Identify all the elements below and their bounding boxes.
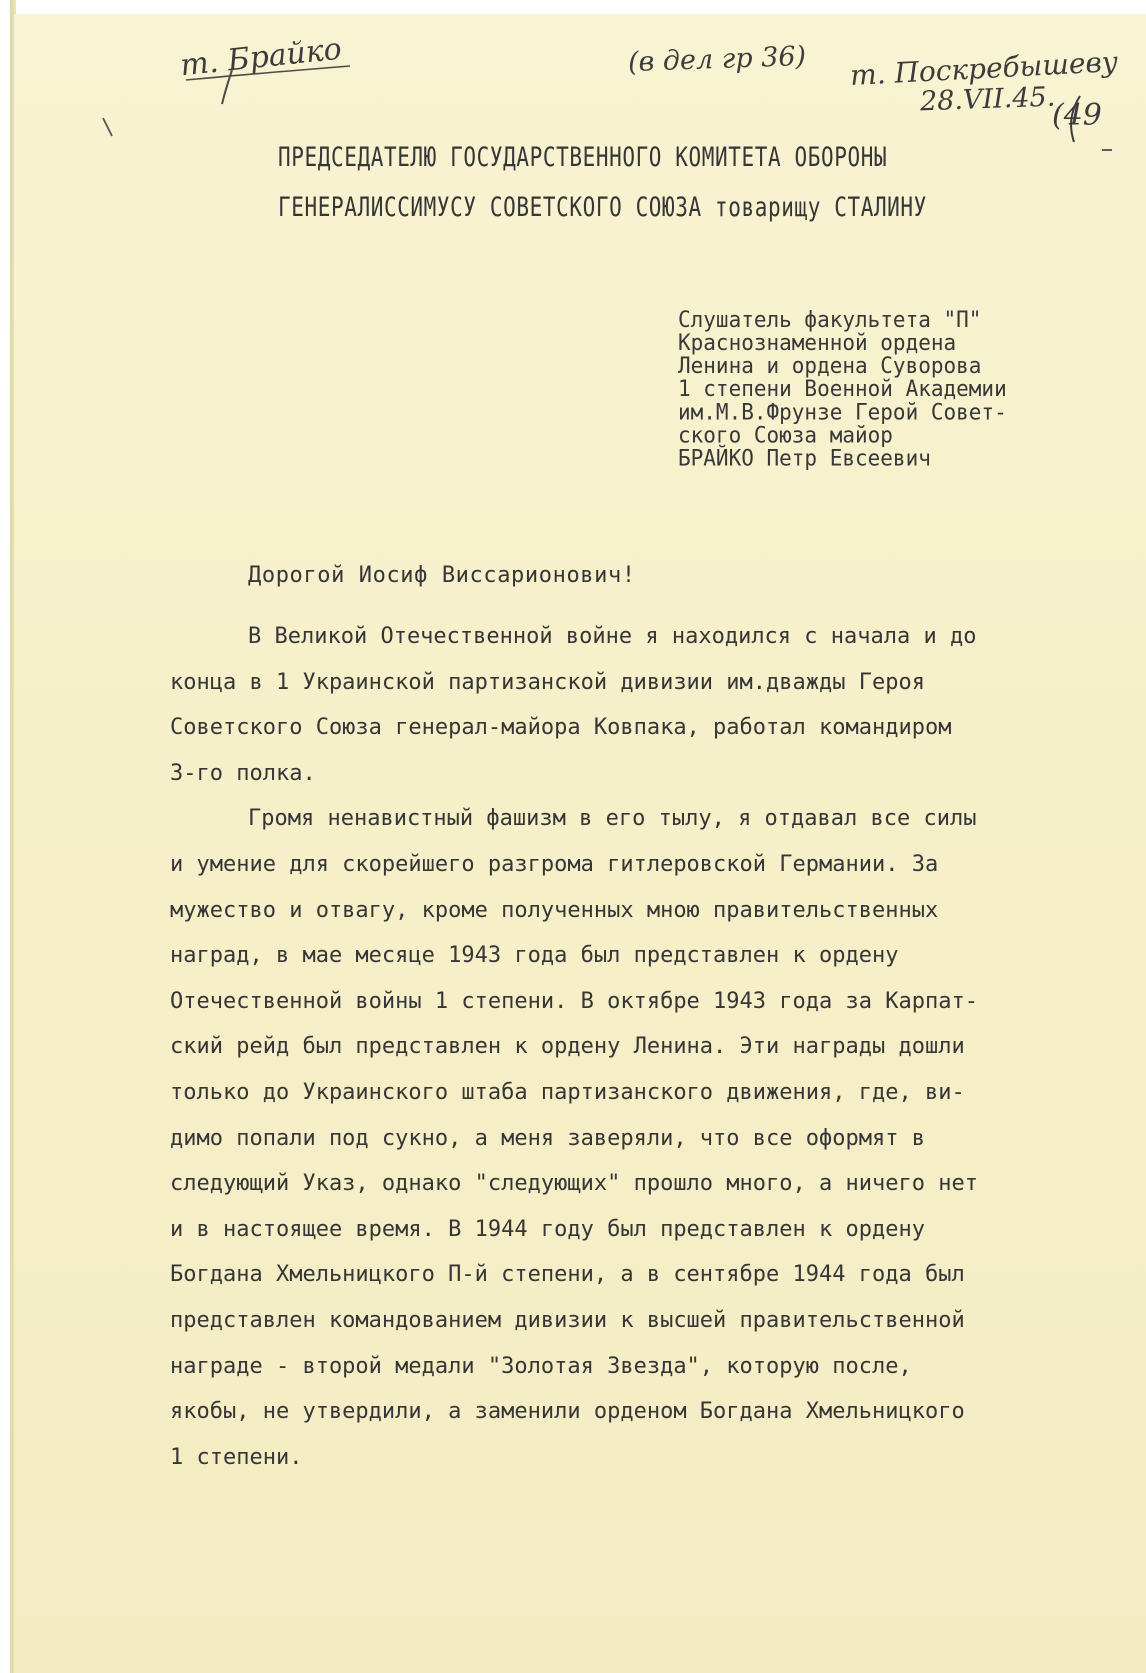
paragraph-line: мужество и отвагу, кроме полученных мною правительственных — [170, 897, 939, 923]
paragraph-line: якобы, не утвердили, а заменили орденом Богдана Хмельницкого — [170, 1399, 965, 1425]
paragraph-line: следующий Указ, однако "следующих" прошло много, а ничего нет — [170, 1171, 978, 1197]
paragraph-line: Отечественной войны 1 степени. В октябре 1943 года за Карпат- — [170, 988, 978, 1014]
handwritten-note-recipient: т. Поскребышеву — [849, 45, 1119, 92]
paragraph-line: наград, в мае месяце 1943 года был представлен к ордену — [170, 943, 899, 969]
pen-stroke-left — [222, 70, 232, 104]
sender-block — [678, 308, 1108, 470]
paragraph-line: Громя ненавистный фашизм в его тылу, я отдавал все силы — [248, 806, 977, 832]
paragraph-line: В Великой Отечественной войне я находился с начала и до — [248, 624, 977, 649]
handwritten-note-braiko: т. Брайко — [178, 31, 344, 84]
paragraph-line: 3-го полка. — [170, 760, 316, 786]
paragraph-line: только до Украинского штаба партизанского движения, где, ви- — [170, 1079, 965, 1105]
letter-body — [170, 614, 1130, 1480]
handwritten-note-date: 28.VII.45. — [919, 81, 1056, 118]
handwritten-page-number: (49 — [1052, 98, 1102, 133]
addressee-line-2: ГЕНЕРАЛИССИМУСУ СОВЕТСКОГО СОЮЗА товарищу СТАЛИНУ — [278, 192, 927, 222]
paragraph-line: Советского Союза генерал-майора Ковпака, работал командиром — [170, 715, 952, 741]
paragraph-line: конца в 1 Украинской партизанской дивизии им.дважды Героя — [170, 669, 925, 695]
pen-stroke-underline — [186, 66, 350, 80]
paragraph-line: Богдана Хмельницкого П-й степени, а в сентябре 1944 года был — [170, 1262, 965, 1288]
sender-line: 1 степени Военной Академии — [678, 376, 1007, 402]
sender-line: БРАЙКО Петр Евсеевич — [678, 445, 931, 471]
pen-stroke-small — [103, 118, 112, 136]
addressee-line-1: ПРЕДСЕДАТЕЛЮ ГОСУДАРСТВЕННОГО КОМИТЕТА ОБОРОНЫ — [278, 142, 888, 172]
sender-line: ского Союза майор — [678, 422, 893, 448]
paragraph-line: ский рейд был представлен к ордену Ленина. Эти награды дошли — [170, 1034, 965, 1060]
letter-greeting: Дорогой Иосиф Виссарионович! — [248, 563, 636, 588]
paragraph-line: и умение для скорейшего разгрома гитлеровской Германии. За — [170, 851, 939, 877]
sender-line: Ленина и ордена Суворова — [678, 353, 982, 379]
sender-line: Слушатель факультета "П" — [678, 306, 982, 333]
paragraph-line: награде - второй медали "Золотая Звезда", которую после, — [170, 1353, 912, 1379]
handwritten-note-file: (в дел гр 36) — [627, 40, 807, 79]
sender-line: им.М.В.Фрунзе Герой Совет- — [678, 399, 1007, 425]
paragraph-line: и в настоящее время. В 1944 году был представлен к ордену — [170, 1216, 925, 1242]
paragraph-line: димо попали под сукно, а меня заверяли, что все оформят в — [170, 1125, 925, 1151]
paragraph-line: представлен командованием дивизии к высшей правительственной — [170, 1307, 965, 1333]
paragraph-line: 1 степени. — [170, 1444, 303, 1470]
sender-line: Краснознаменной ордена — [678, 330, 957, 356]
